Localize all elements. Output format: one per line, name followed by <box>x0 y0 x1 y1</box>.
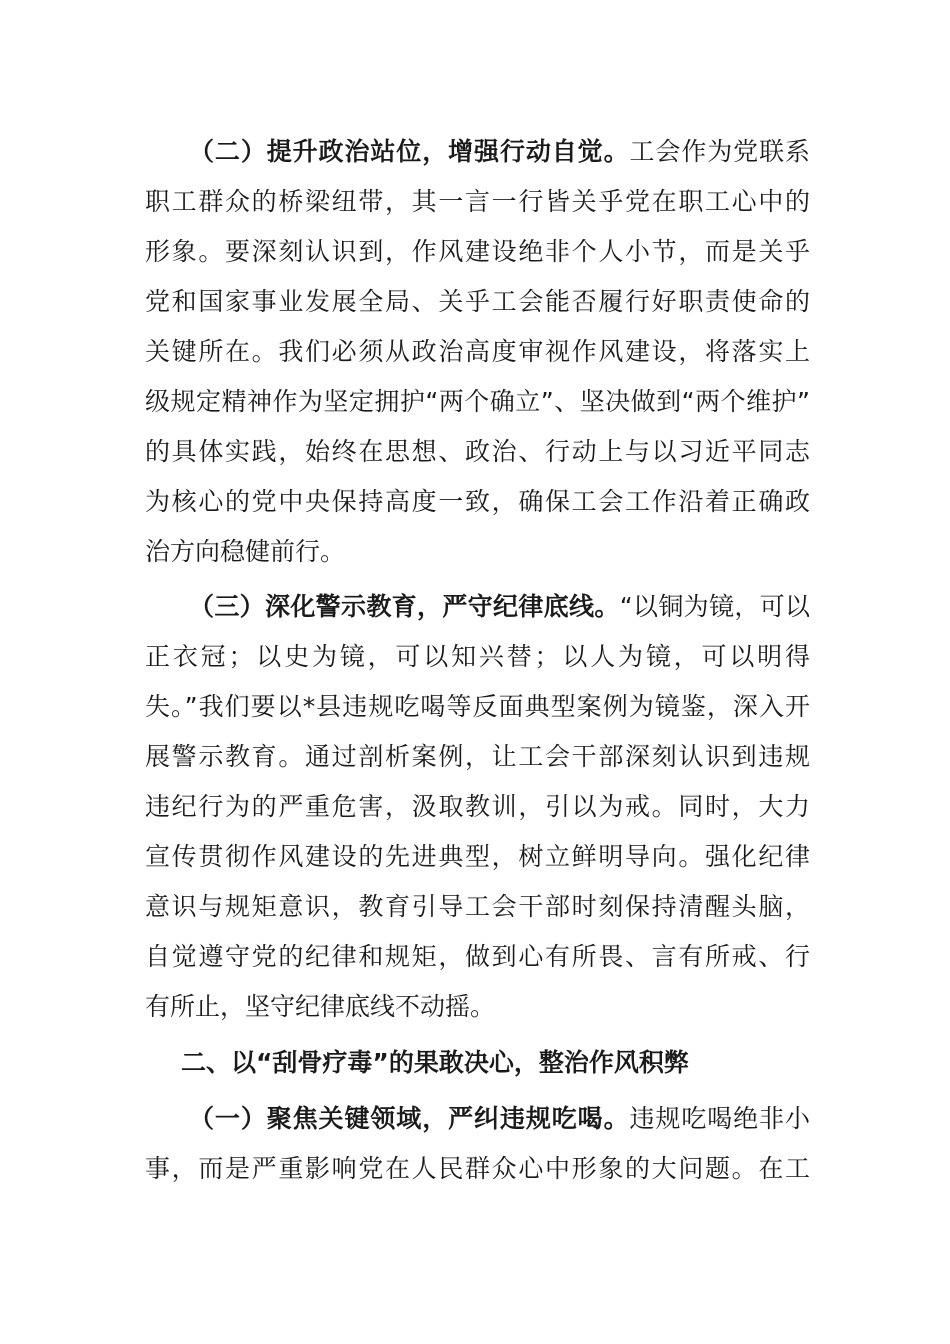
paragraph-text: “以铜为镜，可以 <box>619 592 810 621</box>
paragraph-line: 正衣冠；以史为镜，可以知兴替；以人为镜，可以明得 <box>145 642 810 671</box>
paragraph-line: 为核心的党中央保持高度一致，确保工会工作沿着正确政 <box>145 487 810 516</box>
paragraph-line: 自觉遵守党的纪律和规矩，做到心有所畏、言有所戒、行 <box>145 942 810 971</box>
paragraph-2 <box>145 127 810 577</box>
paragraph-first-line <box>145 127 810 177</box>
section-title: 二、以“刮骨疗毒”的果敢决心，整治作风积弊 <box>181 1048 689 1077</box>
paragraph-line: 违纪行为的严重危害，汲取教训，引以为戒。同时，大力 <box>145 792 810 821</box>
paragraph-line: 形象。要深刻认识到，作风建设绝非个人小节，而是关乎 <box>145 237 810 266</box>
paragraph-line: 的具体实践，始终在思想、政治、行动上与以习近平同志 <box>145 437 810 466</box>
paragraph-line: 意识与规矩意识，教育引导工会干部时刻保持清醒头脑， <box>145 892 810 921</box>
paragraph-line: 职工群众的桥梁纽带，其一言一行皆关乎党在职工心中的 <box>145 187 810 216</box>
section-heading <box>145 1038 810 1088</box>
paragraph-line: 党和国家事业发展全局、关乎工会能否履行好职责使命的 <box>145 287 810 316</box>
paragraph-heading: （一）聚焦关键领域，严纠违规吃喝。 <box>189 1104 630 1133</box>
paragraph-line: 级规定精神作为坚定拥护“两个确立”、坚决做到“两个维护” <box>145 387 810 416</box>
paragraph-line: 事，而是严重影响党在人民群众心中形象的大问题。在工 <box>145 1154 810 1183</box>
paragraph-first-line <box>145 1094 810 1144</box>
paragraph-line: 关键所在。我们必须从政治高度审视作风建设，将落实上 <box>145 337 810 366</box>
paragraph-line: 治方向稳健前行。 <box>145 537 346 566</box>
paragraph-heading: （三）深化警示教育，严守纪律底线。 <box>189 592 620 621</box>
paragraph-line: 失。”我们要以*县违规吃喝等反面典型案例为镜鉴，深入开 <box>145 692 810 721</box>
paragraph-text: 违规吃喝绝非小 <box>629 1104 810 1133</box>
paragraph-line: 有所止，坚守纪律底线不动摇。 <box>145 992 496 1021</box>
paragraph-first-line <box>145 582 810 632</box>
paragraph-line: 展警示教育。通过剖析案例，让工会干部深刻认识到违规 <box>145 742 810 771</box>
paragraph-3 <box>145 582 810 1032</box>
paragraph-text: 工会作为党联系 <box>629 137 810 166</box>
paragraph-line: 宣传贯彻作风建设的先进典型，树立鲜明导向。强化纪律 <box>145 842 810 871</box>
paragraph-heading: （二）提升政治站位，增强行动自觉。 <box>189 137 630 166</box>
paragraph-s2-1 <box>145 1094 810 1194</box>
